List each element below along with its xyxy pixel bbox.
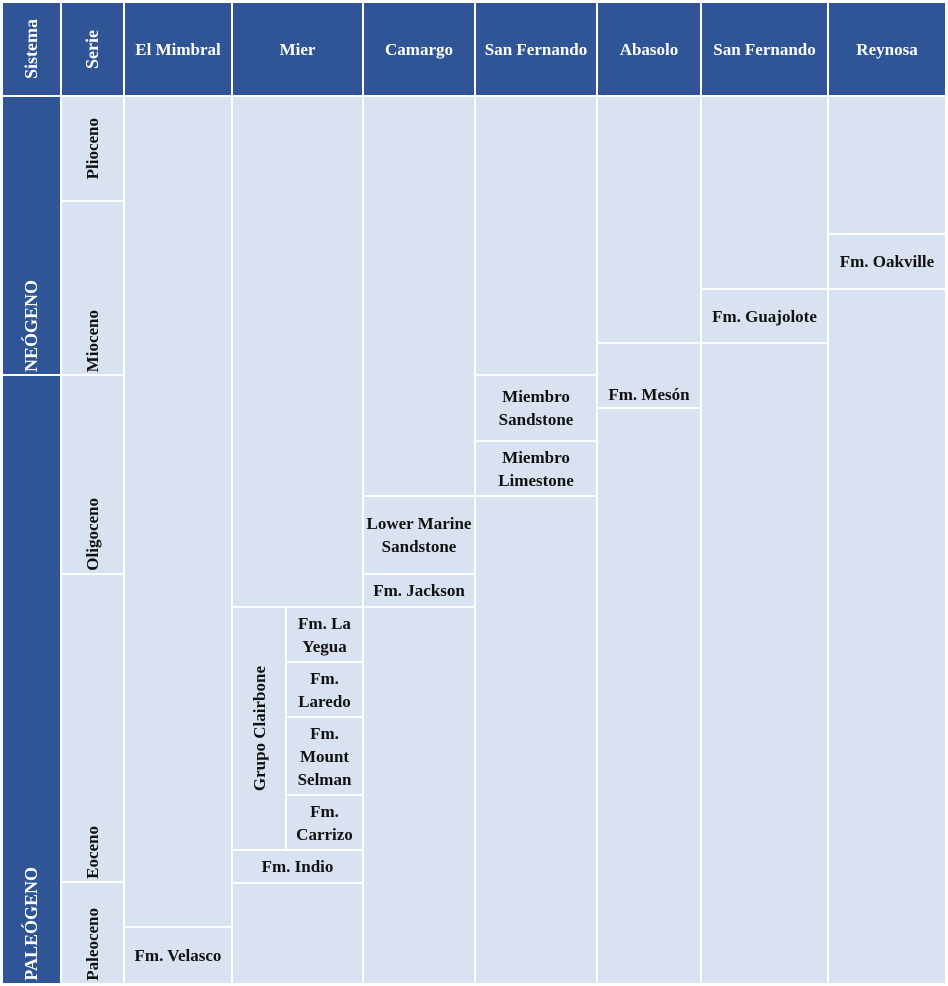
reynosa-empty-bottom xyxy=(829,290,945,983)
serie-eoceno: Eoceno xyxy=(62,575,123,881)
mier-fm-indio: Fm. Indio xyxy=(233,851,362,882)
camargo-empty-bottom xyxy=(364,608,474,983)
mier-empty-bottom xyxy=(233,884,362,983)
reynosa-fm-oakville: Fm. Oakville xyxy=(829,235,945,288)
serie-plioceno: Plioceno xyxy=(62,97,123,200)
reynosa-empty-top xyxy=(829,97,945,233)
serie-mioceno: Mioceno xyxy=(62,202,123,374)
mier-fm-carrizo: Fm. Carrizo xyxy=(287,796,362,849)
header-san-fernando: San Fernando xyxy=(476,3,596,95)
sanfernando2-fm-guajolote: Fm. Guajolote xyxy=(702,290,827,342)
sanfernando1-empty-bottom xyxy=(476,497,596,983)
header-abasolo: Abasolo xyxy=(598,3,700,95)
abasolo-empty-top xyxy=(598,97,700,342)
header-camargo: Camargo xyxy=(364,3,474,95)
mier-fm-mount-selman: Fm. Mount Selman xyxy=(287,718,362,794)
sistema-neogeno: NEÓGENO xyxy=(3,97,60,374)
sanfernando1-miembro-sandstone: Miembro Sandstone xyxy=(476,376,596,440)
sanfernando1-empty-top xyxy=(476,97,596,374)
camargo-fm-jackson: Fm. Jackson xyxy=(364,575,474,606)
header-mier: Mier xyxy=(233,3,362,95)
mimbral-fm-velasco: Fm. Velasco xyxy=(125,928,231,983)
mier-fm-la-yegua: Fm. La Yegua xyxy=(287,608,362,661)
serie-paleoceno: Paleoceno xyxy=(62,883,123,983)
header-el-mimbral: El Mimbral xyxy=(125,3,231,95)
abasolo-empty-bottom xyxy=(598,409,700,983)
mier-empty-top xyxy=(233,97,362,606)
mier-grupo-clairbone: Grupo Clairbone xyxy=(233,608,285,849)
header-san-fernando-2: San Fernando xyxy=(702,3,827,95)
header-serie: Serie xyxy=(62,3,123,95)
camargo-empty-top xyxy=(364,97,474,495)
sanfernando2-empty-bottom xyxy=(702,344,827,983)
mier-fm-laredo: Fm. Laredo xyxy=(287,663,362,716)
sanfernando2-empty-top xyxy=(702,97,827,288)
mimbral-empty xyxy=(125,97,231,926)
sanfernando1-miembro-limestone: Miembro Limestone xyxy=(476,442,596,495)
serie-oligoceno: Oligoceno xyxy=(62,376,123,573)
header-sistema: Sistema xyxy=(3,3,60,95)
abasolo-fm-meson: Fm. Mesón xyxy=(598,344,700,407)
header-reynosa: Reynosa xyxy=(829,3,945,95)
camargo-lower-marine-sandstone: Lower Marine Sandstone xyxy=(364,497,474,573)
sistema-paleogeno: PALEÓGENO xyxy=(3,376,60,983)
